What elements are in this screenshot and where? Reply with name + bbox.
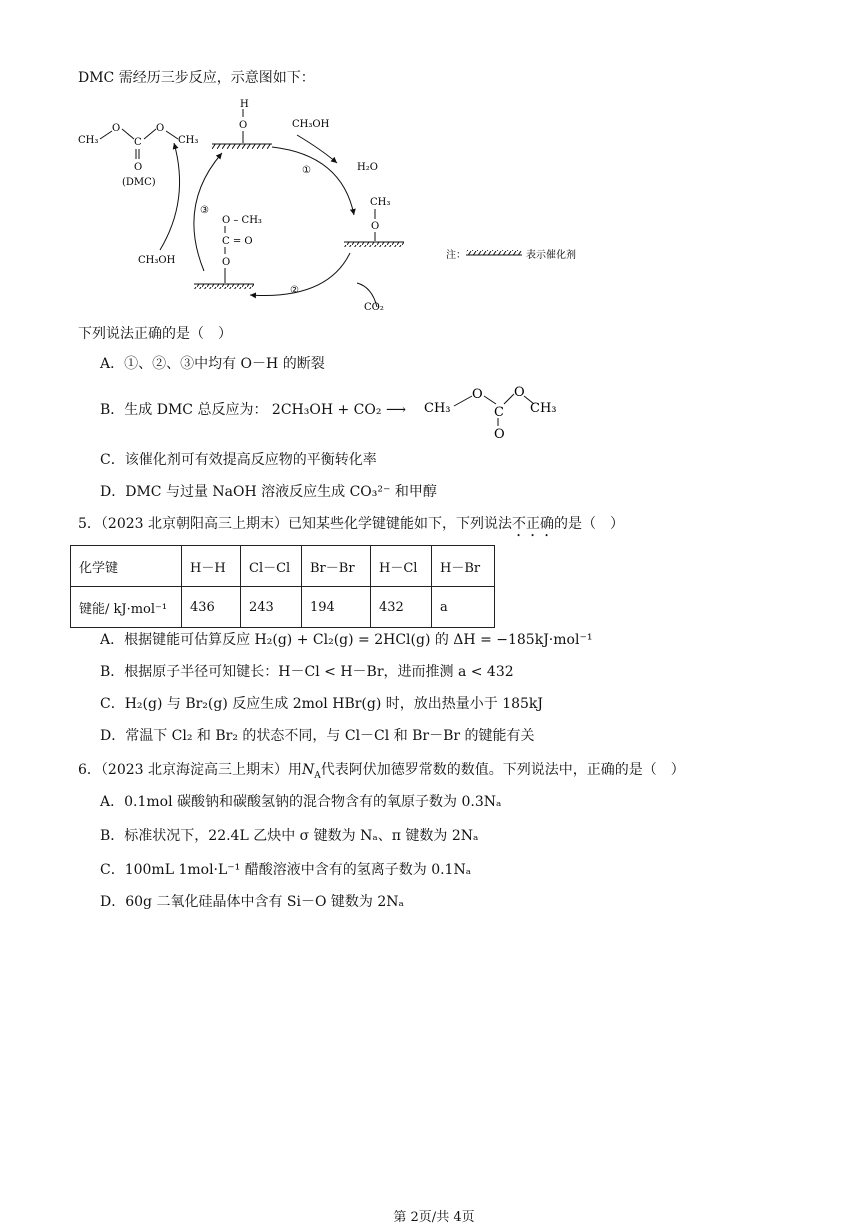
q5-option-c: C．H₂(g) 与 Br₂(g) 反应生成 2mol HBr(g) 时，放出热量小于 185kJ bbox=[100, 696, 544, 712]
dmc-ch3-left: CH₃ bbox=[78, 135, 99, 146]
step3-label: ③ bbox=[200, 205, 209, 216]
q6-option-d: D．60g 二氧化硅晶体中含有 Si－O 键数为 2Nₐ bbox=[100, 894, 404, 910]
q6-option-a: A．0.1mol 碳酸钠和碳酸氢钠的混合物含有的氧原子数为 0.3Nₐ bbox=[100, 794, 502, 810]
b-o2: O bbox=[514, 385, 525, 400]
q5-stem-emphasis: 不正确 bbox=[512, 516, 554, 532]
q4-option-d-suffix: 和甲醇 bbox=[394, 484, 437, 500]
dmc-catalytic-cycle-diagram bbox=[72, 95, 632, 325]
note-prefix: 注： bbox=[446, 250, 466, 261]
step2-label: ② bbox=[290, 285, 299, 296]
site1-h: H bbox=[240, 99, 249, 110]
table-cell: H－H bbox=[182, 546, 241, 587]
table-cell: 键能/ kJ·mol⁻¹ bbox=[71, 587, 182, 628]
dmc-o1: O bbox=[112, 123, 121, 134]
q4-option-b-equation: 2CH₃OH + CO₂ bbox=[271, 402, 382, 418]
q6-option-b: B．标准状况下，22.4L 乙炔中 σ 键数为 Nₐ、π 键数为 2Nₐ bbox=[100, 828, 479, 844]
step1-label: ① bbox=[302, 165, 311, 176]
table-cell: H－Br bbox=[432, 546, 495, 587]
dmc-c: C bbox=[134, 137, 142, 148]
q4-stem: 下列说法正确的是（ ） bbox=[78, 326, 232, 342]
table-row bbox=[71, 587, 495, 628]
table-cell: 化学键 bbox=[71, 546, 182, 587]
intro-text: DMC 需经历三步反应，示意图如下： bbox=[78, 70, 315, 86]
q4-option-b-prefix: B．生成 DMC 总反应为： bbox=[100, 402, 268, 418]
mid-o: O bbox=[222, 257, 231, 268]
mid-o-ch3: O – CH₃ bbox=[222, 215, 262, 226]
page-footer: 第 2页/共 4页 bbox=[393, 1210, 475, 1225]
q4-option-b-dmc-structure bbox=[422, 382, 562, 442]
q5-stem bbox=[78, 514, 624, 540]
table-row bbox=[71, 546, 495, 587]
q6-option-c: C．100mL 1mol·L⁻¹ 醋酸溶液中含有的氢离子数为 0.1Nₐ bbox=[100, 862, 472, 878]
q4-option-b-arrow: ⟶ bbox=[385, 402, 407, 418]
table-cell: Cl－Cl bbox=[241, 546, 302, 587]
q4-option-a: A．①、②、③中均有 O－H 的断裂 bbox=[100, 356, 325, 372]
dmc-ch3-right: CH₃ bbox=[178, 135, 199, 146]
table-cell: a bbox=[432, 587, 495, 628]
q6-stem-na-sub: A bbox=[314, 770, 321, 781]
ch3oh-top: CH₃OH bbox=[292, 119, 330, 130]
b-o1: O bbox=[472, 387, 483, 402]
bond-energy-table bbox=[70, 545, 495, 628]
q6-stem bbox=[78, 760, 685, 786]
b-o-bottom: O bbox=[494, 427, 505, 442]
b-ch3-left: CH₃ bbox=[424, 401, 451, 416]
q6-stem-prefix: 6．（2023 北京海淀高三上期末）用 bbox=[78, 762, 302, 778]
b-ch3-right: CH₃ bbox=[530, 401, 557, 416]
note-text: 表示催化剂 bbox=[526, 250, 576, 261]
q4-option-b bbox=[100, 400, 406, 420]
ch3oh-left: CH₃OH bbox=[138, 255, 176, 266]
q4-option-d bbox=[100, 482, 437, 502]
table-cell: Br－Br bbox=[302, 546, 371, 587]
b-c: C bbox=[494, 405, 504, 420]
mid-c-o: C = O bbox=[222, 236, 253, 247]
q5-stem-suffix: 的是（ ） bbox=[554, 516, 624, 532]
q4-option-d-ion: CO₃²⁻ bbox=[349, 484, 391, 500]
site2-o: O bbox=[371, 221, 380, 232]
table-cell: 436 bbox=[182, 587, 241, 628]
dmc-o2: O bbox=[156, 123, 165, 134]
co2-label: CO₂ bbox=[364, 302, 384, 313]
site2-ch3: CH₃ bbox=[370, 197, 391, 208]
dmc-label: (DMC) bbox=[122, 177, 156, 188]
table-cell: H－Cl bbox=[371, 546, 432, 587]
q6-stem-suffix: 代表阿伏加德罗常数的数值。下列说法中，正确的是（ ） bbox=[320, 762, 685, 778]
q4-option-c: C．该催化剂可有效提高反应物的平衡转化率 bbox=[100, 452, 377, 468]
q4-option-d-prefix: D．DMC 与过量 NaOH 溶液反应生成 bbox=[100, 484, 346, 500]
site1-o: O bbox=[239, 120, 248, 131]
q6-stem-na: N bbox=[302, 762, 315, 778]
table-cell: 432 bbox=[371, 587, 432, 628]
table-cell: 194 bbox=[302, 587, 371, 628]
table-cell: 243 bbox=[241, 587, 302, 628]
q5-option-b: B．根据原子半径可知键长：H－Cl < H－Br，进而推测 a < 432 bbox=[100, 664, 514, 680]
q5-option-d: D．常温下 Cl₂ 和 Br₂ 的状态不同，与 Cl－Cl 和 Br－Br 的键能有关 bbox=[100, 728, 535, 744]
q5-option-a: A．根据键能可估算反应 H₂(g) + Cl₂(g) = 2HCl(g) 的 ΔH = −185kJ·mol⁻¹ bbox=[100, 632, 593, 648]
dmc-o-double: O bbox=[134, 162, 143, 173]
h2o-label: H₂O bbox=[357, 162, 378, 173]
q5-stem-prefix: 5．（2023 北京朝阳高三上期末）已知某些化学键键能如下，下列说法 bbox=[78, 516, 512, 532]
